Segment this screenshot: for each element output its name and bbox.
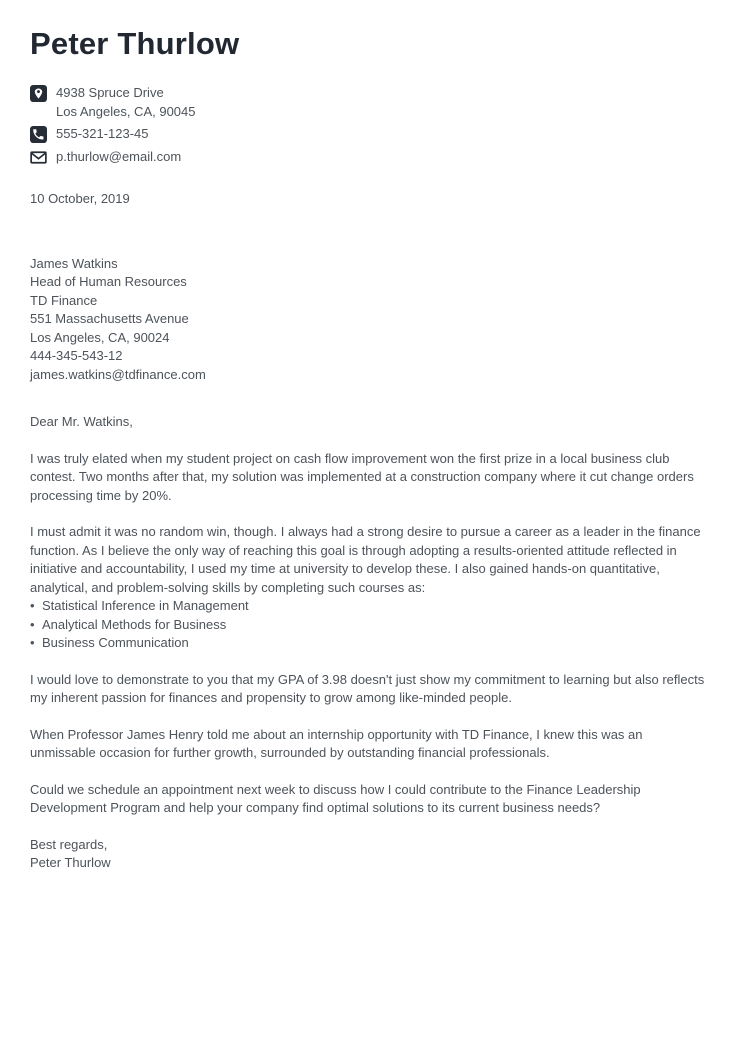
recipient-company: TD Finance — [30, 292, 98, 308]
paragraph-gpa: I would love to demonstrate to you that my GPA of 3.98 doesn't just show my commitment to learning but also reflects my inherent passion for finances and propensity to grow among like-minded people. — [30, 671, 705, 705]
salutation: Dear Mr. Watkins, — [30, 414, 133, 429]
recipient-block — [30, 255, 705, 385]
phone-number: 555-321-123-45 — [56, 126, 149, 141]
paragraph-skills: I must admit it was no random win, though. I always had a strong desire to pursue a career as a leader in the finance function. As I believe the only way of reaching this goal is through adopting a results-oriented attitude reflected in initiative and accountability, I used my time at university to develop these. I also gained hands-on quantitative, analytical, and problem-solving skills by completing such courses as: — [30, 524, 701, 595]
contact-address-lines — [56, 84, 196, 121]
address-line-1: 4938 Spruce Drive — [56, 85, 164, 100]
course-item: • Business Communication — [30, 634, 705, 653]
recipient-title: Head of Human Resources — [30, 274, 187, 289]
paragraph-call-to-action: Could we schedule an appointment next week to discuss how I could contribute to the Finance Leadership Development Program and help your company find optimal solutions to its current business needs? — [30, 781, 641, 815]
signoff: Best regards, — [30, 836, 108, 852]
recipient-name: James Watkins — [30, 255, 118, 271]
letter-date: 10 October, 2019 — [30, 191, 130, 206]
contact-email-lines — [56, 148, 181, 167]
paragraph-referral: When Professor James Henry told me about an internship opportunity with TD Finance, I knew this was an unmissable occasion for further growth, surrounded by outstanding financial professionals. — [30, 726, 643, 760]
paragraph-intro: I was truly elated when my student project on cash flow improvement won the first prize in a local business club contest. Two months after that, my solution was implemented at a construction company where it cut change orders processing time by 20%. — [30, 450, 694, 503]
address-line-2: Los Angeles, CA, 90045 — [56, 103, 196, 119]
contact-phone-lines — [56, 125, 149, 144]
contact-email — [30, 148, 705, 167]
phone-icon — [30, 126, 47, 143]
contact-address — [30, 84, 705, 121]
contact-phone — [30, 125, 705, 144]
location-icon — [30, 85, 47, 102]
course-item: • Analytical Methods for Business — [30, 616, 705, 635]
email-address: p.thurlow@email.com — [56, 148, 182, 164]
closing-block — [30, 836, 705, 873]
signature: Peter Thurlow — [30, 855, 111, 870]
recipient-email: james.watkins@tdfinance.com — [30, 366, 206, 382]
contact-info — [30, 84, 705, 166]
recipient-city: Los Angeles, CA, 90024 — [30, 329, 170, 345]
page-title: Peter Thurlow — [30, 26, 240, 61]
courses-list — [30, 597, 705, 653]
recipient-street: 551 Massachusetts Avenue — [30, 311, 189, 326]
recipient-phone: 444-345-543-12 — [30, 348, 123, 363]
email-icon — [30, 149, 47, 166]
course-item: • Statistical Inference in Management — [30, 597, 705, 616]
